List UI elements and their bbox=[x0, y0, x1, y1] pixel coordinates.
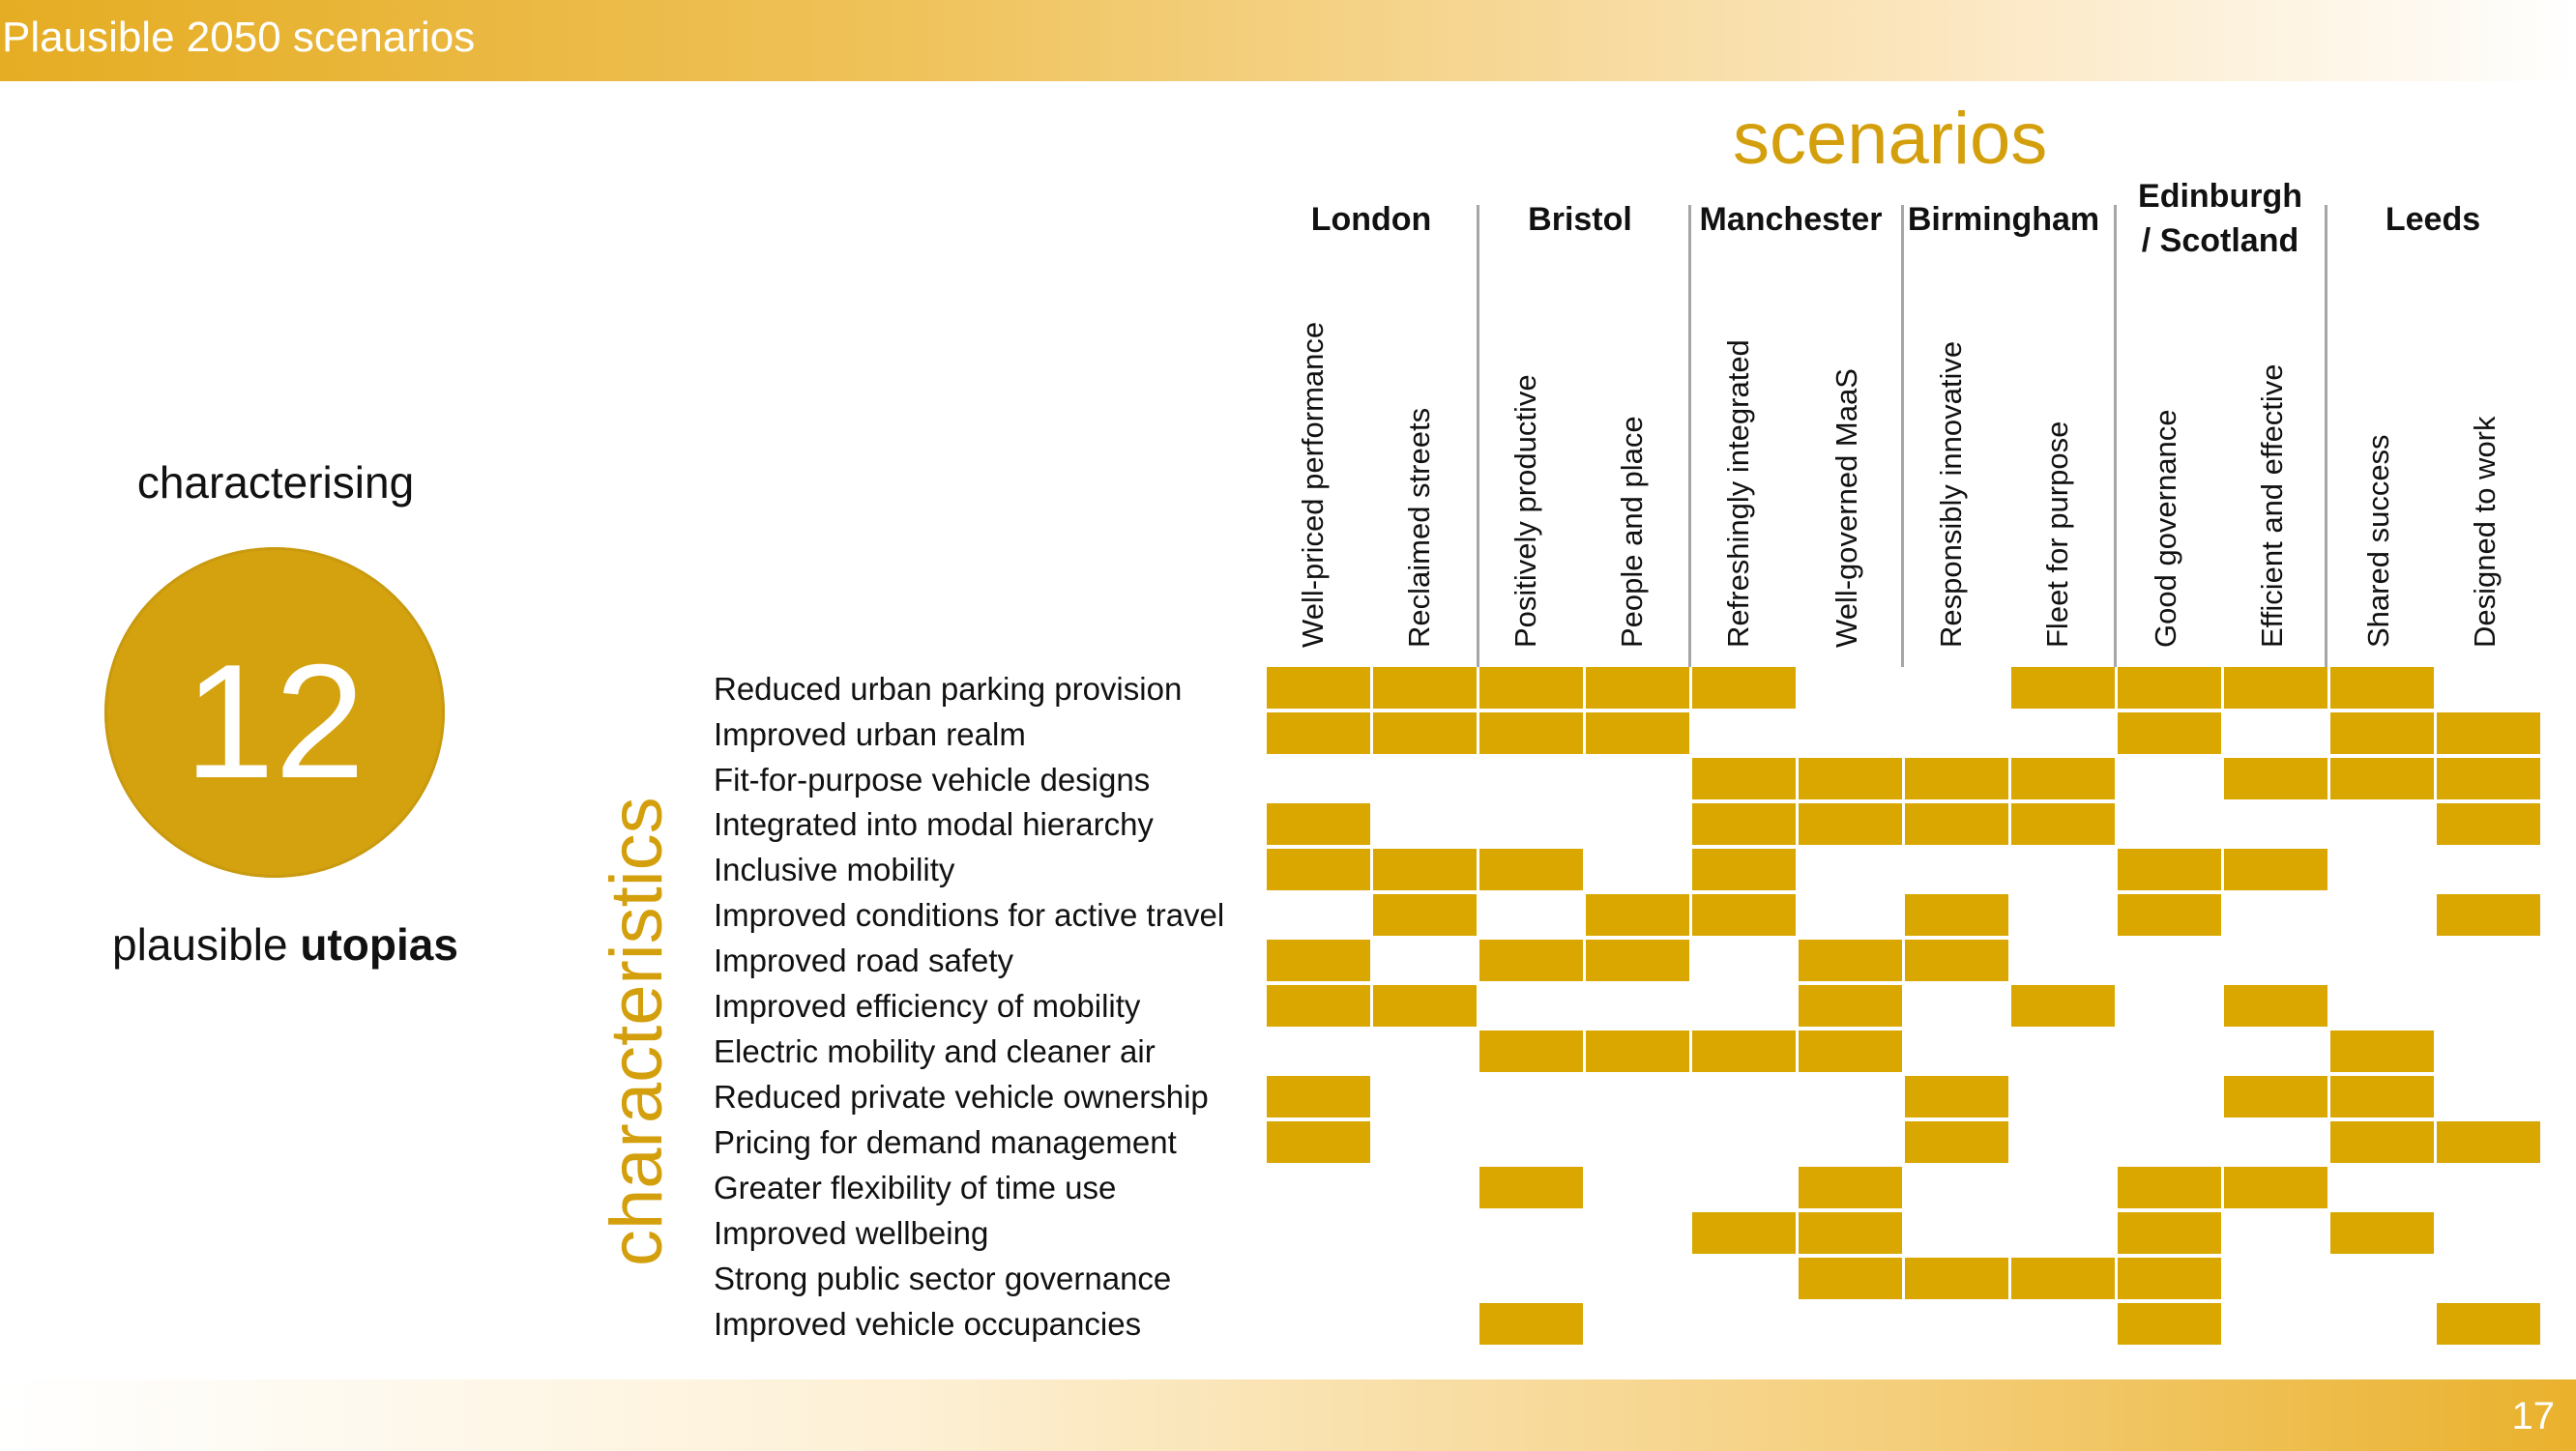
matrix-cell-filled bbox=[2011, 758, 2115, 799]
matrix-cell-filled bbox=[1479, 667, 1583, 709]
city-edinburgh bbox=[2114, 174, 2327, 263]
matrix-cell-filled bbox=[1799, 1258, 1902, 1299]
characteristic-label: Improved efficiency of mobility bbox=[714, 988, 1141, 1024]
scenario-label: People and place bbox=[1615, 416, 1649, 648]
characteristic-label: Inclusive mobility bbox=[714, 852, 955, 887]
matrix-cell-filled bbox=[2224, 1167, 2327, 1208]
characteristic-label: Improved wellbeing bbox=[714, 1215, 989, 1251]
scenarios-heading: scenarios bbox=[1733, 98, 2048, 180]
characteristics-heading: characteristics bbox=[596, 797, 678, 1266]
city-leeds: Leeds bbox=[2385, 201, 2481, 238]
matrix-cell-filled bbox=[2011, 985, 2115, 1027]
matrix-cell-filled bbox=[1799, 758, 1902, 799]
utopias-bold: utopias bbox=[300, 919, 458, 970]
matrix-cell-filled bbox=[2011, 803, 2115, 845]
matrix-cell-filled bbox=[1905, 1121, 2008, 1163]
matrix-cell-filled bbox=[1905, 1258, 2008, 1299]
matrix-cell-filled bbox=[2118, 1258, 2221, 1299]
matrix-cell-filled bbox=[1905, 758, 2008, 799]
characteristic-label: Strong public sector governance bbox=[714, 1261, 1172, 1296]
scenario-label: Positively productive bbox=[1508, 374, 1542, 648]
title-bar bbox=[0, 0, 2576, 81]
matrix-cell-filled bbox=[1586, 667, 1689, 709]
characteristic-label: Improved vehicle occupancies bbox=[714, 1306, 1142, 1342]
matrix-cell-filled bbox=[1586, 894, 1689, 936]
city-bristol: Bristol bbox=[1528, 201, 1632, 238]
matrix-cell-filled bbox=[1267, 985, 1370, 1027]
city-edinburgh-line2: / Scotland bbox=[2141, 222, 2299, 259]
matrix-cell-filled bbox=[2330, 1030, 2434, 1072]
matrix-cell-filled bbox=[1692, 758, 1796, 799]
matrix-cell-filled bbox=[2118, 712, 2221, 754]
matrix-cell-filled bbox=[1479, 1303, 1583, 1345]
footer-bar bbox=[0, 1379, 2576, 1451]
scenario-label: Good governance bbox=[2149, 409, 2182, 648]
characteristic-label: Improved urban realm bbox=[714, 716, 1026, 752]
matrix-cell-filled bbox=[2437, 894, 2540, 936]
matrix-cell-filled bbox=[1479, 849, 1583, 890]
matrix-cell-filled bbox=[2330, 712, 2434, 754]
matrix-cell-filled bbox=[2118, 894, 2221, 936]
matrix-cell-filled bbox=[1905, 894, 2008, 936]
city-edinburgh-line1: Edinburgh bbox=[2138, 178, 2302, 215]
matrix-cell-filled bbox=[1373, 894, 1477, 936]
city-london: London bbox=[1310, 201, 1432, 238]
scenario-label: Fleet for purpose bbox=[2040, 421, 2074, 648]
matrix-cell-filled bbox=[2437, 803, 2540, 845]
matrix-cell-filled bbox=[1799, 803, 1902, 845]
utopias-plain: plausible bbox=[112, 919, 301, 970]
matrix-cell-filled bbox=[1267, 849, 1370, 890]
matrix-cell-filled bbox=[1479, 1167, 1583, 1208]
matrix-cell-filled bbox=[1267, 1121, 1370, 1163]
matrix-cell-filled bbox=[2437, 758, 2540, 799]
matrix-cell-filled bbox=[1692, 849, 1796, 890]
matrix-cell-filled bbox=[2011, 1258, 2115, 1299]
matrix-cell-filled bbox=[1373, 849, 1477, 890]
matrix-cell-filled bbox=[1692, 667, 1796, 709]
city-divider bbox=[2114, 205, 2117, 667]
characteristic-label: Integrated into modal hierarchy bbox=[714, 806, 1154, 842]
characteristic-label: Pricing for demand management bbox=[714, 1124, 1177, 1160]
matrix-cell-filled bbox=[1692, 894, 1796, 936]
page-number: 17 bbox=[2511, 1395, 2555, 1437]
city-divider bbox=[1477, 205, 1479, 667]
matrix-cell-filled bbox=[2011, 667, 2115, 709]
matrix-cell-filled bbox=[1373, 667, 1477, 709]
matrix-cell-filled bbox=[1267, 667, 1370, 709]
matrix-cell-filled bbox=[2224, 849, 2327, 890]
scenario-label: Well-governed MaaS bbox=[1830, 368, 1863, 648]
matrix-cell-filled bbox=[2437, 1303, 2540, 1345]
city-manchester: Manchester bbox=[1699, 201, 1883, 238]
matrix-cell-filled bbox=[1692, 1030, 1796, 1072]
scenario-label: Well-priced performance bbox=[1296, 321, 1330, 648]
matrix-cell-filled bbox=[1905, 803, 2008, 845]
matrix-cell-filled bbox=[1267, 1076, 1370, 1117]
matrix-cell-filled bbox=[1479, 712, 1583, 754]
matrix-cell-filled bbox=[2330, 1121, 2434, 1163]
characteristic-label: Reduced private vehicle ownership bbox=[714, 1079, 1209, 1115]
matrix-cell-filled bbox=[2330, 667, 2434, 709]
scenario-label: Shared success bbox=[2361, 434, 2395, 648]
matrix-cell-filled bbox=[2224, 758, 2327, 799]
count-number: 12 bbox=[184, 630, 366, 812]
matrix-cell-filled bbox=[1479, 940, 1583, 981]
matrix-cell-filled bbox=[1586, 940, 1689, 981]
matrix-cell-filled bbox=[1799, 1167, 1902, 1208]
city-divider bbox=[1688, 205, 1691, 667]
matrix-cell-filled bbox=[2330, 1212, 2434, 1254]
matrix-cell-filled bbox=[1373, 712, 1477, 754]
matrix-cell-filled bbox=[1692, 1212, 1796, 1254]
matrix-cell-filled bbox=[1799, 1030, 1902, 1072]
characteristic-label: Improved road safety bbox=[714, 943, 1013, 978]
matrix-cell-filled bbox=[2224, 985, 2327, 1027]
matrix-cell-filled bbox=[1267, 940, 1370, 981]
matrix-cell-filled bbox=[2224, 1076, 2327, 1117]
characteristic-label: Electric mobility and cleaner air bbox=[714, 1033, 1156, 1069]
scenario-label: Refreshingly integrated bbox=[1721, 339, 1755, 648]
matrix-cell-filled bbox=[2118, 1212, 2221, 1254]
city-divider bbox=[1901, 205, 1904, 667]
characteristic-label: Fit-for-purpose vehicle designs bbox=[714, 762, 1151, 798]
matrix-cell-filled bbox=[1267, 712, 1370, 754]
matrix-cell-filled bbox=[2437, 1121, 2540, 1163]
matrix-cell-filled bbox=[1692, 803, 1796, 845]
matrix-cell-filled bbox=[1905, 940, 2008, 981]
characteristic-label: Reduced urban parking provision bbox=[714, 671, 1183, 707]
matrix-cell-filled bbox=[1799, 985, 1902, 1027]
matrix-cell-filled bbox=[2330, 758, 2434, 799]
matrix-cell-filled bbox=[2118, 1167, 2221, 1208]
matrix-cell-filled bbox=[2118, 849, 2221, 890]
matrix-cell-filled bbox=[2118, 667, 2221, 709]
matrix-cell-filled bbox=[2118, 1303, 2221, 1345]
matrix-cell-filled bbox=[1586, 712, 1689, 754]
characteristic-label: Improved conditions for active travel bbox=[714, 897, 1225, 933]
scenario-label: Reclaimed streets bbox=[1402, 407, 1436, 648]
slide-title: Plausible 2050 scenarios bbox=[2, 14, 476, 61]
matrix-cell-filled bbox=[1799, 940, 1902, 981]
matrix-cell-filled bbox=[1373, 985, 1477, 1027]
matrix-cell-filled bbox=[1267, 803, 1370, 845]
characteristic-label: Greater flexibility of time use bbox=[714, 1170, 1117, 1205]
characterising-label: characterising bbox=[136, 457, 415, 508]
matrix-cell-filled bbox=[1479, 1030, 1583, 1072]
scenario-label: Efficient and effective bbox=[2255, 363, 2289, 648]
count-circle bbox=[104, 547, 445, 878]
city-divider bbox=[2325, 205, 2327, 667]
matrix-cell-filled bbox=[1905, 1076, 2008, 1117]
scenario-label: Designed to work bbox=[2468, 416, 2502, 648]
matrix-cell-filled bbox=[2224, 667, 2327, 709]
plausible-utopias-label bbox=[0, 918, 571, 971]
matrix-cell-filled bbox=[2330, 1076, 2434, 1117]
matrix-cell-filled bbox=[1586, 1030, 1689, 1072]
matrix-cell-filled bbox=[2437, 712, 2540, 754]
matrix-cell-filled bbox=[1799, 1212, 1902, 1254]
city-birmingham: Birmingham bbox=[1907, 201, 2100, 238]
scenario-label: Responsibly innovative bbox=[1934, 340, 1968, 648]
